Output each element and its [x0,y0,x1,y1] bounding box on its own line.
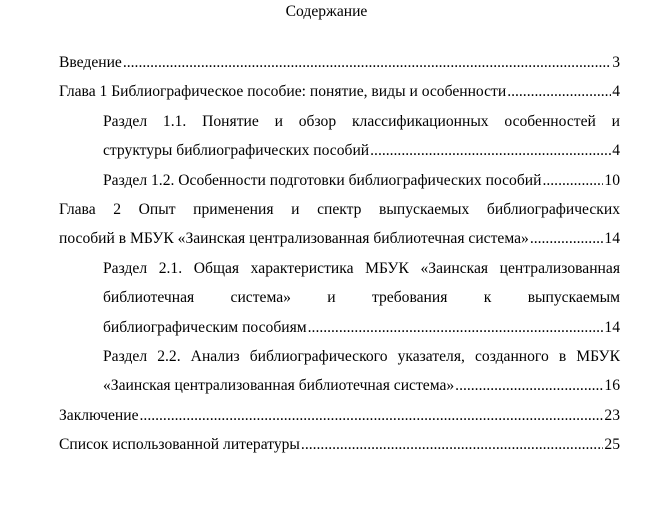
toc-entry-section-1-1 [59,107,620,166]
toc-entry-text: библиографическим пособиям [103,318,307,336]
toc-entry-text: Глава 1 Библиографическое пособие: понятие, виды и особенности [59,83,507,101]
dot-leader [370,136,611,165]
toc-page-number: 25 [604,436,620,454]
dot-leader [530,224,604,253]
dot-leader [140,401,604,430]
toc-entry-section-2-2 [59,342,620,401]
dot-leader [542,166,603,195]
toc-page-number: 23 [604,406,620,424]
toc-title: Содержание [285,3,368,20]
toc-entry-text: пособий в МБУК «Заинская централизованная библиотечная система» [59,230,529,248]
toc-entry-text-line: библиотечная система» и требования к выпускаемым [103,289,620,307]
toc-entry-text: Заключение [59,406,139,424]
toc-entry-text: «Заинская централизованная библиотечная система» [103,377,455,395]
toc-entry-section-1-2 [59,166,620,195]
toc-entry-text: Список использованной литературы [59,436,300,454]
toc-entry-chapter-2 [59,195,620,254]
toc-page-number: 14 [604,318,620,336]
toc-page-number: 14 [604,230,620,248]
table-of-contents [59,48,620,460]
toc-page-number: 3 [612,54,620,71]
dot-leader [301,430,603,459]
toc-entry-text-lead: Раздел 2.2. Анализ библиографического указателя, созданного в МБУК [103,348,620,366]
toc-entry-chapter-1 [59,77,620,106]
dot-leader [455,371,603,400]
toc-entry-text: Раздел 1.2. Особенности подготовки библиографических пособий [103,171,542,189]
toc-entry-text-lead: Глава 2 Опыт применения и спектр выпускаемых библиографических [59,201,620,219]
toc-page-number: 16 [604,377,620,395]
toc-entry-conclusion [59,401,620,430]
toc-entry-text-lead [103,254,620,313]
toc-entry-text: Введение [59,54,122,71]
dot-leader [123,48,611,77]
toc-entry-text-line: Раздел 2.1. Общая характеристика МБУК «Заинская централизованная [103,259,620,277]
toc-entry-text: структуры библиографических пособий [103,142,370,160]
toc-entry-introduction [59,48,620,77]
dot-leader [308,313,604,342]
toc-entry-text-lead: Раздел 1.1. Понятие и обзор классификационных особенностей и [103,112,620,130]
toc-page-number: 10 [604,171,620,189]
toc-page-number: 4 [612,142,620,160]
toc-entry-references [59,430,620,459]
toc-page-number: 4 [612,83,620,101]
dot-leader [507,77,611,106]
toc-entry-section-2-1 [59,254,620,342]
